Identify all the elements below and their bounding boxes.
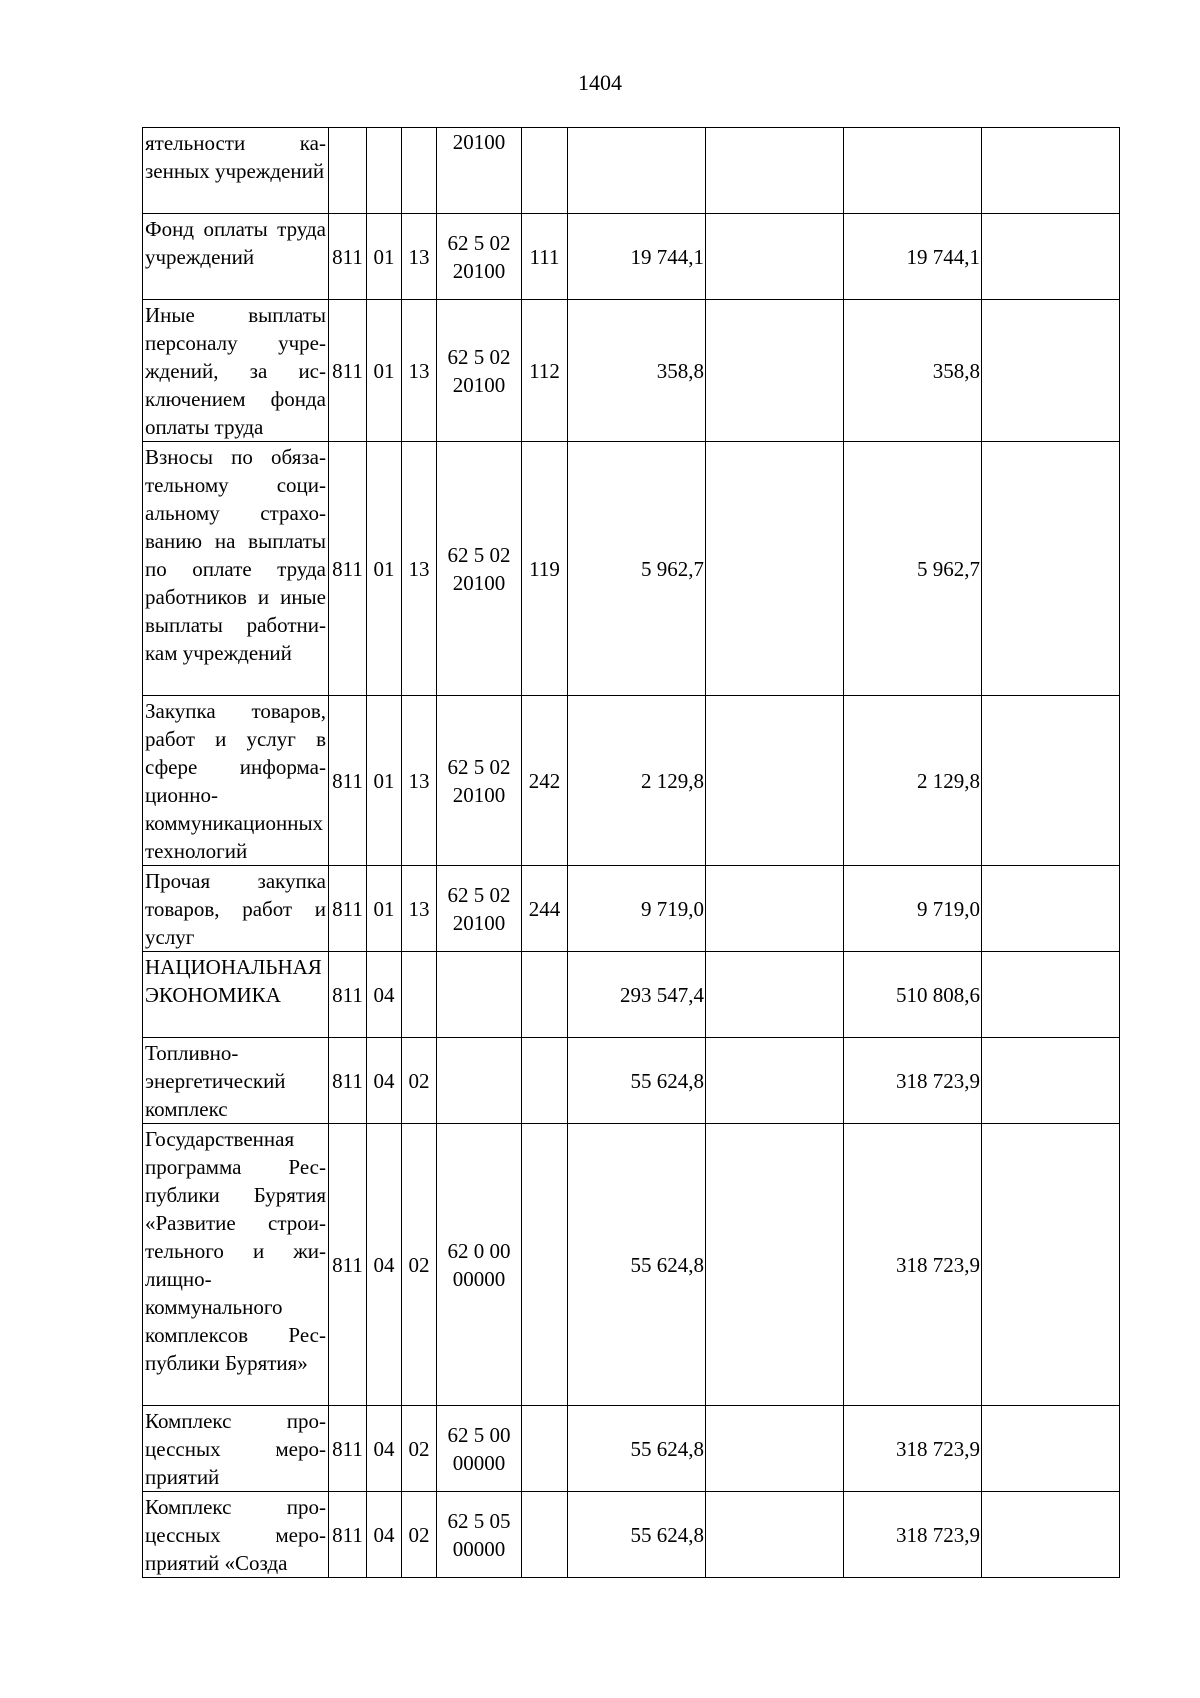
row-name: ятельности казенных учреждений <box>143 128 329 214</box>
amount-year1: 2 129,8 <box>568 696 706 866</box>
target-article-code: 62 5 02 20100 <box>437 442 522 696</box>
ministry-code: 811 <box>329 866 367 952</box>
row-name: Фонд оплаты труда учреждений <box>143 214 329 300</box>
amount-year2: 9 719,0 <box>844 866 982 952</box>
subsection-code: 13 <box>402 214 437 300</box>
row-name: Комплекс процессных мероприятий «Созда <box>143 1492 329 1578</box>
amount-column-empty <box>982 696 1120 866</box>
target-article-code: 62 5 02 20100 <box>437 214 522 300</box>
amount-column-empty <box>706 866 844 952</box>
ministry-code: 811 <box>329 1038 367 1124</box>
amount-column-empty <box>706 1492 844 1578</box>
target-article-code: 62 0 00 00000 <box>437 1124 522 1406</box>
amount-column-empty <box>706 300 844 442</box>
target-article-code <box>437 952 522 1038</box>
table-row <box>143 1406 1120 1492</box>
ministry-code: 811 <box>329 214 367 300</box>
row-name: НАЦИОНАЛЬНАЯ ЭКОНОМИКА <box>143 952 329 1038</box>
amount-year1: 55 624,8 <box>568 1406 706 1492</box>
amount-column-empty <box>982 442 1120 696</box>
amount-year2 <box>844 128 982 214</box>
amount-column-empty <box>982 866 1120 952</box>
ministry-code: 811 <box>329 442 367 696</box>
section-code: 04 <box>367 1124 402 1406</box>
subsection-code <box>402 128 437 214</box>
target-article-code: 20100 <box>437 128 522 214</box>
ministry-code: 811 <box>329 1406 367 1492</box>
row-name: Взносы по обязательному социальному страхованию на выплаты по оплате труда работников и иные выплаты работникам учреждений <box>143 442 329 696</box>
section-code: 01 <box>367 696 402 866</box>
table-row <box>143 128 1120 214</box>
expense-type-code <box>522 1406 568 1492</box>
amount-year1: 358,8 <box>568 300 706 442</box>
amount-year2: 318 723,9 <box>844 1406 982 1492</box>
amount-column-empty <box>982 1406 1120 1492</box>
amount-column-empty <box>706 1406 844 1492</box>
table-row <box>143 1492 1120 1578</box>
subsection-code: 13 <box>402 442 437 696</box>
amount-year2: 318 723,9 <box>844 1492 982 1578</box>
amount-column-empty <box>982 952 1120 1038</box>
subsection-code: 13 <box>402 300 437 442</box>
amount-column-empty <box>982 1038 1120 1124</box>
section-code: 01 <box>367 300 402 442</box>
page-number: 1404 <box>578 70 622 95</box>
section-code: 04 <box>367 1038 402 1124</box>
section-code: 04 <box>367 1492 402 1578</box>
ministry-code: 811 <box>329 1492 367 1578</box>
section-code <box>367 128 402 214</box>
subsection-code: 13 <box>402 866 437 952</box>
amount-column-empty <box>982 214 1120 300</box>
expense-type-code <box>522 952 568 1038</box>
amount-year1: 55 624,8 <box>568 1492 706 1578</box>
amount-column-empty <box>706 1038 844 1124</box>
amount-year1: 293 547,4 <box>568 952 706 1038</box>
amount-column-empty <box>982 1492 1120 1578</box>
table-row <box>143 866 1120 952</box>
row-name: Закупка товаров, работ и услуг в сфере информационно-коммуникационных технологий <box>143 696 329 866</box>
row-name: Иные выплаты персоналу учреждений, за исключением фонда оплаты труда <box>143 300 329 442</box>
table-row <box>143 696 1120 866</box>
section-code: 01 <box>367 442 402 696</box>
section-code: 01 <box>367 866 402 952</box>
expense-type-code <box>522 128 568 214</box>
table-row <box>143 1038 1120 1124</box>
amount-year1 <box>568 128 706 214</box>
expense-type-code: 112 <box>522 300 568 442</box>
ministry-code <box>329 128 367 214</box>
expense-type-code: 242 <box>522 696 568 866</box>
amount-year2: 358,8 <box>844 300 982 442</box>
ministry-code: 811 <box>329 952 367 1038</box>
table-row <box>143 1124 1120 1406</box>
ministry-code: 811 <box>329 696 367 866</box>
row-name: Комплекс процессных мероприятий <box>143 1406 329 1492</box>
expense-type-code <box>522 1492 568 1578</box>
subsection-code: 13 <box>402 696 437 866</box>
table-row <box>143 214 1120 300</box>
section-code: 04 <box>367 952 402 1038</box>
amount-year2: 318 723,9 <box>844 1038 982 1124</box>
expense-type-code: 119 <box>522 442 568 696</box>
subsection-code: 02 <box>402 1038 437 1124</box>
amount-column-empty <box>982 300 1120 442</box>
amount-year2: 19 744,1 <box>844 214 982 300</box>
subsection-code: 02 <box>402 1492 437 1578</box>
subsection-code <box>402 952 437 1038</box>
target-article-code: 62 5 02 20100 <box>437 866 522 952</box>
amount-year2: 2 129,8 <box>844 696 982 866</box>
target-article-code <box>437 1038 522 1124</box>
subsection-code: 02 <box>402 1406 437 1492</box>
amount-column-empty <box>706 1124 844 1406</box>
table-row <box>143 300 1120 442</box>
amount-column-empty <box>982 128 1120 214</box>
expense-type-code: 244 <box>522 866 568 952</box>
target-article-code: 62 5 00 00000 <box>437 1406 522 1492</box>
target-article-code: 62 5 05 00000 <box>437 1492 522 1578</box>
table-row <box>143 952 1120 1038</box>
amount-column-empty <box>706 696 844 866</box>
ministry-code: 811 <box>329 300 367 442</box>
amount-column-empty <box>706 128 844 214</box>
expense-type-code <box>522 1038 568 1124</box>
expense-type-code: 111 <box>522 214 568 300</box>
amount-year2: 510 808,6 <box>844 952 982 1038</box>
amount-column-empty <box>706 442 844 696</box>
amount-column-empty <box>982 1124 1120 1406</box>
target-article-code: 62 5 02 20100 <box>437 696 522 866</box>
amount-year1: 55 624,8 <box>568 1124 706 1406</box>
section-code: 04 <box>367 1406 402 1492</box>
row-name: Государственная программа Республики Бурятия «Развитие строительного и жилищно-коммунального комплексов Республики Бурятия» <box>143 1124 329 1406</box>
amount-year1: 19 744,1 <box>568 214 706 300</box>
amount-column-empty <box>706 952 844 1038</box>
row-name: Прочая закупка товаров, работ и услуг <box>143 866 329 952</box>
table-row <box>143 442 1120 696</box>
section-code: 01 <box>367 214 402 300</box>
subsection-code: 02 <box>402 1124 437 1406</box>
budget-table <box>142 127 1120 1578</box>
amount-year1: 55 624,8 <box>568 1038 706 1124</box>
amount-year1: 9 719,0 <box>568 866 706 952</box>
amount-year1: 5 962,7 <box>568 442 706 696</box>
ministry-code: 811 <box>329 1124 367 1406</box>
amount-year2: 318 723,9 <box>844 1124 982 1406</box>
expense-type-code <box>522 1124 568 1406</box>
amount-column-empty <box>706 214 844 300</box>
row-name: Топливно-энергетический комплекс <box>143 1038 329 1124</box>
target-article-code: 62 5 02 20100 <box>437 300 522 442</box>
amount-year2: 5 962,7 <box>844 442 982 696</box>
